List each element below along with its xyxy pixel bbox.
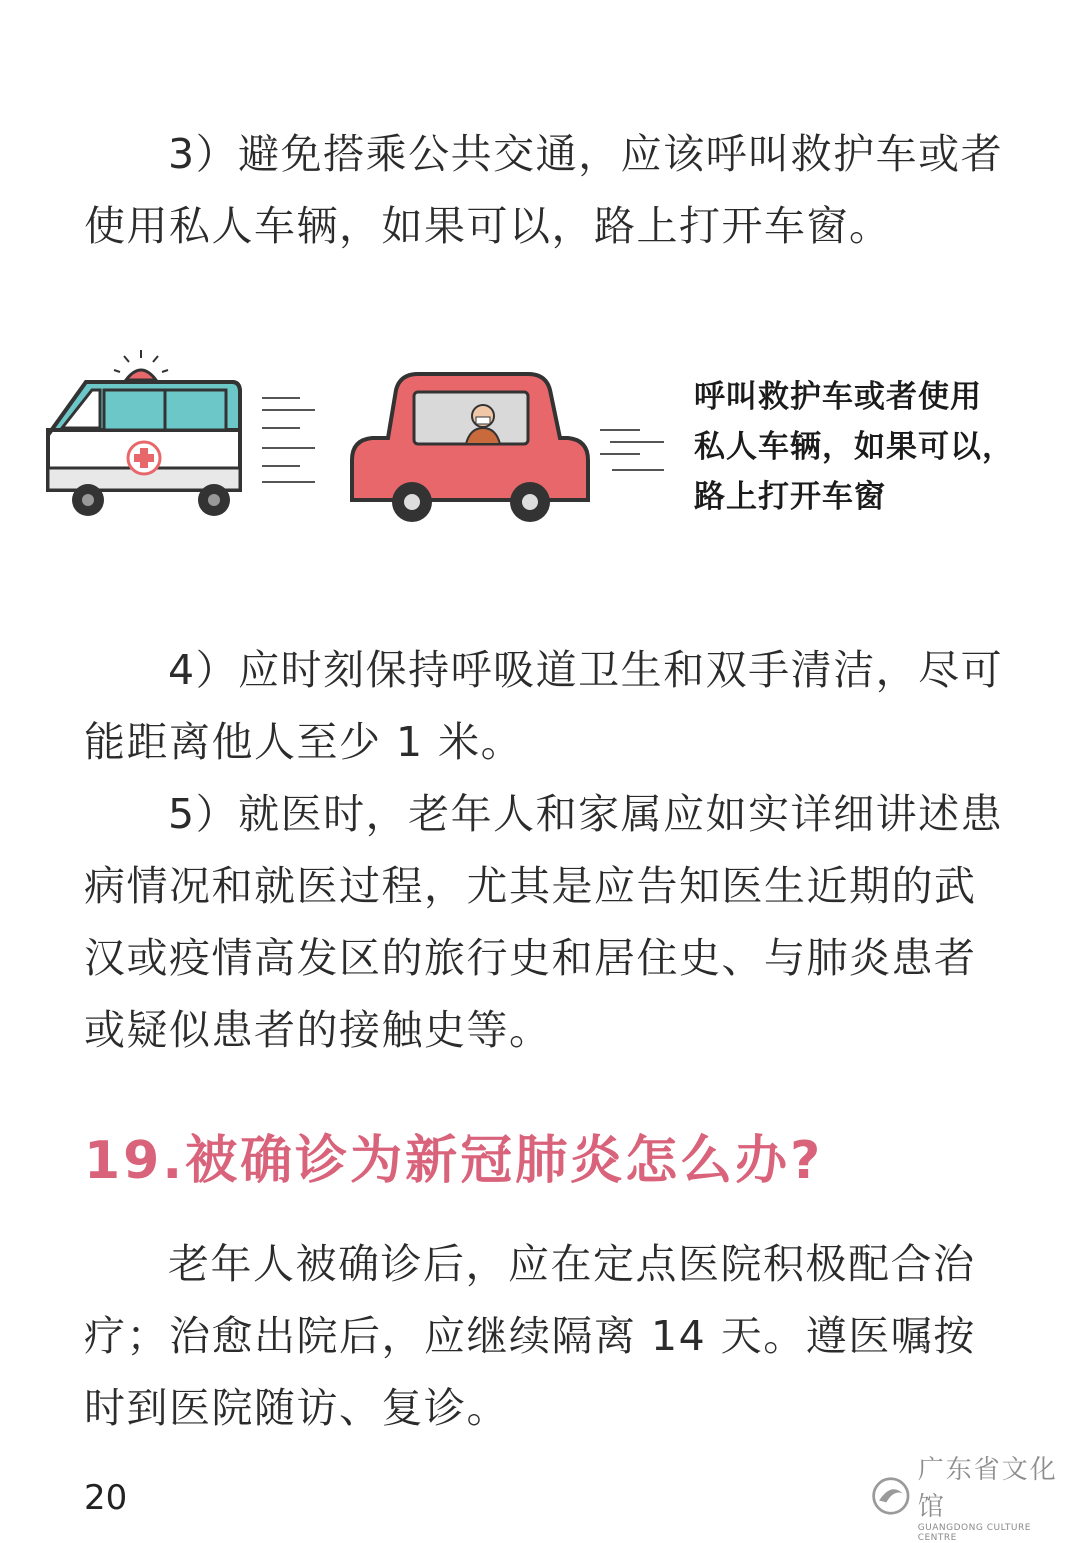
speed-lines-ambulance: [262, 398, 315, 482]
illustration-caption: [694, 372, 1054, 522]
section-19-heading: 19.被确诊为新冠肺炎怎么办?: [84, 1131, 824, 1191]
siren-icon: [114, 350, 168, 380]
watermark: [870, 1455, 1070, 1543]
caption-line: 呼叫救护车或者使用: [694, 379, 982, 415]
culture-centre-logo-icon: [870, 1473, 912, 1519]
item-3-paragraph: 3）避免搭乘公共交通，应该呼叫救护车或者使用私人车辆，如果可以，路上打开车窗。: [84, 130, 1004, 250]
caption-line: 路上打开车窗: [694, 479, 886, 515]
item-5-paragraph: 5）就医时，老年人和家属应如实详细讲述患病情况和就医过程，尤其是应告知医生近期的武汉或疫情高发区的旅行史和居住史、与肺炎患者或疑似患者的接触史等。: [84, 790, 1004, 1054]
speed-lines-car: [600, 430, 664, 470]
item-4-paragraph: 4）应时刻保持呼吸道卫生和双手清洁，尽可能距离他人至少 1 米。: [84, 646, 1004, 766]
watermark-chinese: 广东省文化馆: [917, 1455, 1058, 1522]
section-19-body: 老年人被确诊后，应在定点医院积极配合治疗；治愈出院后，应继续隔离 14 天。遵医嘱按时到医院随访、复诊。: [84, 1240, 976, 1432]
ambulance-icon: [48, 382, 240, 516]
watermark-english: GUANGDONG CULTURE CENTRE: [917, 1523, 1031, 1543]
caption-line: 私人车辆，如果可以，: [694, 429, 1014, 465]
page-number: 20: [84, 1478, 128, 1518]
car-icon: [352, 374, 588, 522]
